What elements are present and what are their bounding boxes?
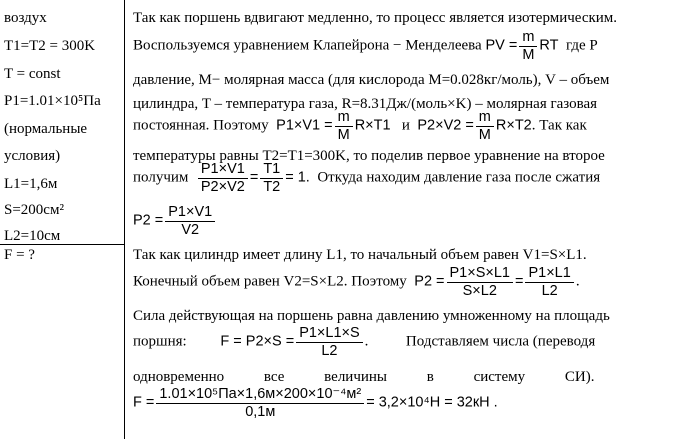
solution-line-12: поршня: F = P2×S = $\frac{P1\times L1\times S}{L2}$ . Подставляем числа (переводя [133, 325, 596, 359]
solution-line-4: цилиндра, T – температура газа, R=8.31Дж/(моль×K) – молярная газовая [133, 96, 598, 112]
find-force: F = ? [4, 247, 35, 263]
solution-final-formula: F = 1.01×10⁵Па×1,6м×200×10⁻⁴м² 0,1м = 3,2×10⁴H = 32кН . [133, 386, 498, 420]
given-t-const: T = const [4, 66, 61, 82]
solution-p2-formula: P2 = $\frac{P1\times V1}{V2}$ [133, 205, 217, 237]
solution-line-5: постоянная. Поэтому P1×V1 = $\frac{m}{M}$ R×T1 и P2×V2 = $\frac{m}{M}$ R×T2. Так как [133, 109, 587, 143]
fraction-pv-ratio: $\frac{P1\times V1}{P2\times V2}$ [198, 162, 248, 194]
solution-line-11: Сила действующая на поршень равна давлению умноженному на площадь [133, 308, 610, 324]
given-gas: воздух [4, 10, 47, 26]
given-p1: P1=1.01×10⁵Па [4, 93, 101, 109]
fraction-m-over-M-2: $\frac{m}{M}$ [476, 110, 494, 142]
fraction-m-over-M-1: $\frac{m}{M}$ [335, 110, 353, 142]
solution-line-6: температуры равны T2=T1=300K, то поделив первое уравнение на второе [133, 148, 605, 164]
given-area: S=200см² [4, 202, 64, 218]
solution-line-13: одновременно все величины в систему СИ). [133, 369, 595, 385]
solution-line-9: Так как цилиндр имеет длину L1, то начальный объем равен V1=S×L1. [133, 247, 587, 263]
solution-line-1: Так как поршень вдвигают медленно, то процесс является изотермическим. [133, 10, 618, 26]
fraction-p1l1-over-l2: $\frac{P1\times L1}{L2}$ [525, 266, 573, 298]
solution-line-3: давление, M− молярная масса (для кислорода M=0.028кг/моль), V – объем [133, 72, 610, 88]
given-temperatures: T1=T2 = 300K [4, 38, 96, 54]
fraction-p1l1s-over-l2: $\frac{P1\times L1\times S}{L2}$ [296, 326, 362, 358]
fraction-t-ratio: $\frac{T1}{T2}$ [260, 162, 283, 194]
given-l1: L1=1,6м [4, 176, 58, 192]
column-divider [124, 0, 125, 439]
given-normal-conditions-a: (нормальные [4, 121, 88, 137]
fraction-m-over-M: $\frac{m}{M}$ [519, 30, 537, 62]
fraction-final: 1.01×10⁵Па×1,6м×200×10⁻⁴м² 0,1м [156, 387, 364, 419]
equation-pv: PV = [485, 37, 518, 54]
given-normal-conditions-b: условия) [4, 148, 61, 164]
fraction-p1sl1-over-sl2: $\frac{P1\times S\times L1}{S\times L2}$ [447, 266, 513, 298]
given-find-divider [0, 244, 124, 245]
solution-line-10: Конечный объем равен V2=S×L2. Поэтому P2 = $\frac{P1\times S\times L1}{S\times L2}$ = $\frac{P1\times L1}{L2}$ . [133, 265, 580, 299]
solution-line-2: Воспользуемся уравнением Клапейрона − Менделеева PV = $\frac{m}{M}$ RT где P [133, 29, 598, 63]
fraction-p1v1-over-v2: $\frac{P1\times V1}{V2}$ [165, 205, 215, 237]
given-l2: L2=10см [4, 228, 61, 244]
solution-line-7: получим $\frac{P1\times V1}{P2\times V2}$ = $\frac{T1}{T2}$ = 1. Откуда находим давление газа после сжатия [133, 161, 601, 195]
